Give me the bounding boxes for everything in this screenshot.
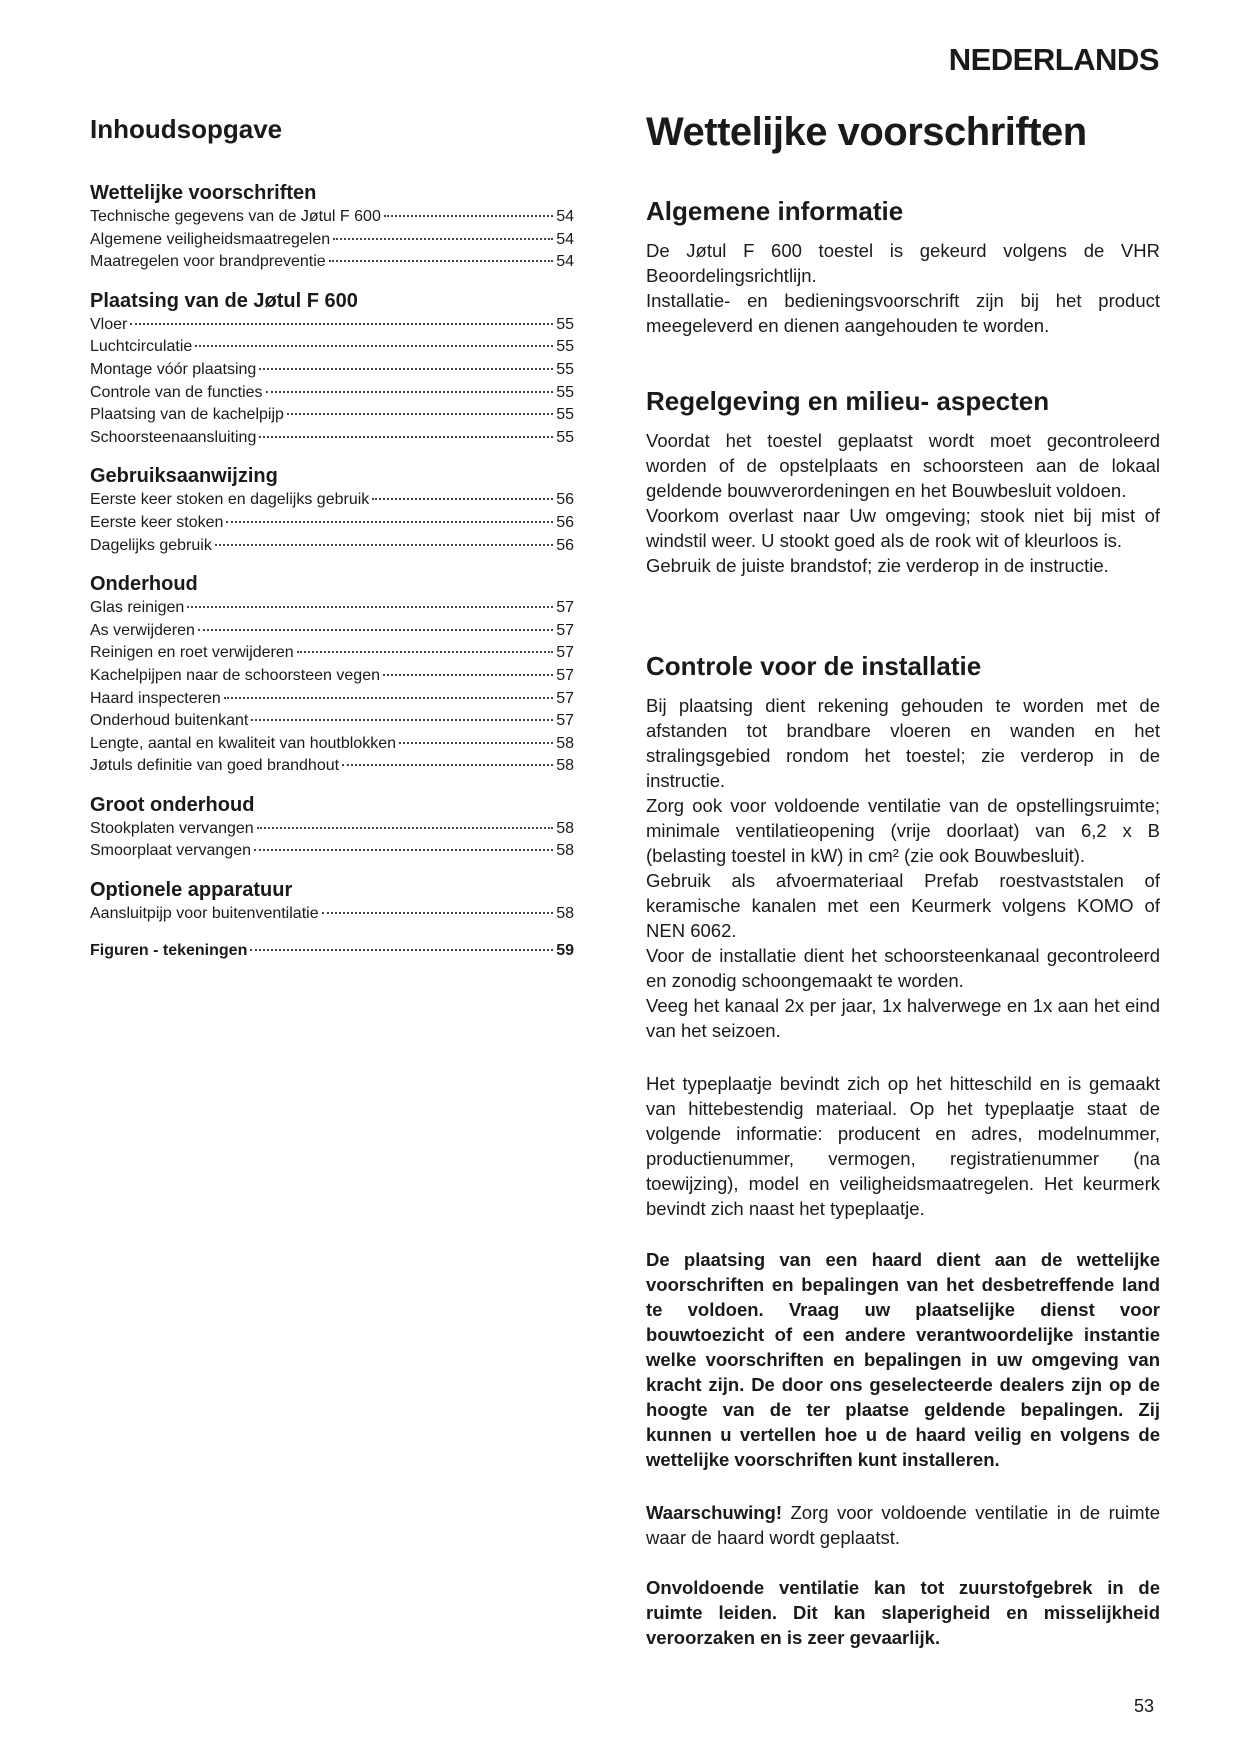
toc-section	[90, 288, 574, 450]
dot-leader	[195, 345, 553, 347]
toc-section-heading: Optionele apparatuur	[90, 879, 293, 902]
paragraph: De Jøtul F 600 toestel is gekeurd volgens de VHR Beoordelingsrichtlijn.	[646, 240, 1160, 286]
toc-entry-page: 57	[556, 599, 574, 617]
toc-entry-page: 55	[556, 383, 574, 401]
dot-leader	[266, 391, 554, 393]
dot-leader	[254, 849, 553, 851]
toc-entry-page: 58	[556, 819, 574, 837]
toc-entry	[90, 733, 574, 756]
toc-entry-label: Controle van de functies	[90, 383, 263, 401]
toc-entry-label: Jøtuls definitie van goed brandhout	[90, 757, 340, 775]
toc-entry-page: 57	[556, 666, 574, 684]
toc-entry-label: Eerste keer stoken	[90, 513, 224, 531]
toc-entry-label: Figuren - tekeningen	[90, 941, 248, 959]
dot-leader	[329, 260, 554, 262]
toc-entry-page: 59	[556, 941, 574, 959]
ventilation-warning: Onvoldoende ventilatie kan tot zuurstofgebrek in de ruimte leiden. Dit kan slaperigheid en misselijkheid veroorzaken en is zeer gevaarlijk.	[646, 1577, 1160, 1648]
toc-entry	[90, 336, 574, 359]
toc-entry	[90, 597, 574, 620]
toc-entry-label: Stookplaten vervangen	[90, 819, 254, 837]
toc-entry	[90, 665, 574, 688]
typeplaatje-paragraph: Het typeplaatje bevindt zich op het hitteschild en is gemaakt van hittebestendig materiaal. Op het typeplaatje staat de volgende informatie: producent en adres, modelnummer, productienummer, vermogen, registratienummer (na toewijzing), model en veiligheidsmaatregelen. Het keurmerk bevindt zich naast het typeplaatje.	[646, 1073, 1160, 1219]
toc-section-heading: Groot onderhoud	[90, 793, 255, 816]
toc-entry	[90, 755, 574, 778]
section-regelgeving-body	[646, 428, 1160, 578]
dot-leader	[187, 606, 553, 608]
dot-leader	[342, 764, 553, 766]
toc-entry-page: 57	[556, 689, 574, 707]
toc-entry-label: Vloer	[90, 315, 128, 333]
paragraph: Veeg het kanaal 2x per jaar, 1x halverwege en 1x aan het eind van het seizoen.	[646, 995, 1160, 1041]
toc-section	[90, 792, 574, 863]
paragraph: Zorg ook voor voldoende ventilatie van de opstellingsruimte; minimale ventilatieopening (vrije doorlaat) van 6,2 x B (belasting toestel in kW) in cm² (zie ook Bouwbesluit).	[646, 795, 1160, 866]
toc-section-heading: Plaatsing van de Jøtul F 600	[90, 289, 358, 312]
toc-entry-page: 57	[556, 644, 574, 662]
dot-leader	[226, 521, 553, 523]
warning-label: Waarschuwing!	[646, 1502, 783, 1523]
page-number: 53	[1134, 1696, 1155, 1716]
paragraph: Voordat het toestel geplaatst wordt moet gecontroleerd worden of de opstelplaats en schoorsteen aan de lokaal geldende bouwverordeningen en het Bouwbesluit voldoen.	[646, 430, 1160, 501]
dot-leader	[251, 719, 553, 721]
dot-leader	[383, 674, 553, 676]
toc-entry	[90, 489, 574, 512]
toc-section	[90, 877, 574, 926]
paragraph: Gebruik de juiste brandstof; zie verderop in de instructie.	[646, 555, 1109, 576]
dot-leader	[224, 697, 553, 699]
toc-entry	[90, 642, 574, 665]
toc-entry	[90, 427, 574, 450]
dot-leader	[372, 498, 553, 500]
toc-entry	[90, 251, 574, 274]
paragraph: Installatie- en bedieningsvoorschrift zijn bij het product meegeleverd en dienen aangehouden te worden.	[646, 290, 1160, 336]
toc-entry-page: 56	[556, 513, 574, 531]
toc-entry-page: 55	[556, 338, 574, 356]
toc-entry-page: 58	[556, 734, 574, 752]
toc-entry-label: Kachelpijpen naar de schoorsteen vegen	[90, 666, 380, 684]
toc-entry	[90, 359, 574, 382]
dot-leader	[333, 238, 553, 240]
toc-section-heading: Onderhoud	[90, 573, 198, 596]
dot-leader	[259, 436, 553, 438]
toc-entry-label: As verwijderen	[90, 621, 195, 639]
toc-section-heading: Wettelijke voorschriften	[90, 182, 317, 204]
toc-entry-page: 56	[556, 536, 574, 554]
toc-entry-label: Technische gegevens van de Jøtul F 600	[90, 208, 381, 225]
dot-leader	[259, 368, 553, 370]
toc-entry	[90, 404, 574, 427]
dot-leader	[198, 629, 553, 631]
section-heading-controle: Controle voor de installatie	[646, 651, 982, 681]
warning-paragraph	[646, 1500, 1160, 1550]
toc-entry	[90, 206, 574, 229]
paragraph: Gebruik als afvoermateriaal Prefab roestvaststalen of keramische kanalen met een Keurmerk volgens KOMO of NEN 6062.	[646, 870, 1160, 941]
toc-entry-page: 58	[556, 905, 574, 923]
dot-leader	[384, 215, 553, 217]
toc-entry-page: 55	[556, 315, 574, 333]
toc-entry-page: 55	[556, 428, 574, 446]
paragraph: Voor de installatie dient het schoorsteenkanaal gecontroleerd en zonodig schoongemaakt te worden.	[646, 945, 1160, 991]
table-of-contents	[90, 180, 574, 976]
paragraph: Bij plaatsing dient rekening gehouden te worden met de afstanden tot brandbare vloeren en wanden en het stralingsgebied rondom het toestel; zie verderop in de instructie.	[646, 695, 1160, 791]
toc-entry-page: 54	[556, 208, 574, 225]
toc-entry	[90, 688, 574, 711]
plaatsing-notice: De plaatsing van een haard dient aan de wettelijke voorschriften en bepalingen van het desbetreffende land te voldoen. Vraag uw plaatselijke dienst voor bouwtoezicht of een andere verantwoordelijke instantie welke voorschriften en bepalingen in uw omgeving van kracht zijn. De door ons geselecteerde dealers zijn op de hoogte van de ter plaatse geldende bepalingen. Zij kunnen u vertellen hoe u de haard veilig en volgens de wettelijke voorschriften kunt installeren.	[646, 1249, 1160, 1470]
section-controle-body	[646, 693, 1160, 1043]
toc-section	[90, 940, 574, 963]
section-heading-regelgeving: Regelgeving en milieu- aspecten	[646, 386, 1050, 416]
toc-title: Inhoudsopgave	[90, 114, 283, 144]
toc-entry	[90, 512, 574, 535]
toc-section	[90, 180, 574, 274]
toc-entry-label: Algemene veiligheidsmaatregelen	[90, 230, 331, 248]
section-algemene-body	[646, 238, 1160, 338]
toc-entry-label: Schoorsteenaansluiting	[90, 428, 257, 446]
toc-entry-page: 55	[556, 360, 574, 378]
warning-text: Zorg voor voldoende ventilatie in de ruimte waar de haard wordt geplaatst.	[646, 1502, 1160, 1548]
toc-entry-page: 57	[556, 621, 574, 639]
toc-entry-label: Reinigen en roet verwijderen	[90, 644, 294, 662]
toc-entry	[90, 903, 574, 926]
toc-entry	[90, 620, 574, 643]
toc-entry-page: 54	[556, 230, 574, 248]
toc-entry-page: 54	[556, 253, 574, 271]
toc-entry	[90, 382, 574, 405]
toc-entry-label: Onderhoud buitenkant	[90, 712, 249, 730]
toc-entry-page: 58	[556, 842, 574, 860]
toc-entry-label: Smoorplaat vervangen	[90, 842, 251, 860]
toc-entry-page: 56	[556, 491, 574, 509]
dot-leader	[322, 912, 554, 914]
toc-entry-label: Haard inspecteren	[90, 689, 221, 707]
toc-section	[90, 571, 574, 778]
toc-entry-label: Montage vóór plaatsing	[90, 360, 257, 378]
section-heading-algemene: Algemene informatie	[646, 196, 904, 226]
dot-leader	[257, 827, 554, 829]
dot-leader	[215, 544, 553, 546]
toc-entry-label: Plaatsing van de kachelpijp	[90, 406, 284, 424]
toc-entry-label: Eerste keer stoken en dagelijks gebruik	[90, 491, 370, 509]
toc-entry	[90, 818, 574, 841]
toc-entry-label: Glas reinigen	[90, 599, 185, 617]
toc-entry-label: Aansluitpijp voor buitenventilatie	[90, 905, 319, 923]
toc-section-heading: Gebruiksaanwijzing	[90, 465, 278, 488]
toc-entry-page: 58	[556, 757, 574, 775]
toc-entry-label: Dagelijks gebruik	[90, 536, 212, 554]
toc-section	[90, 463, 574, 557]
toc-entry	[90, 710, 574, 733]
page-title: Wettelijke voorschriften	[646, 110, 1087, 154]
toc-entry-label: Maatregelen voor brandpreventie	[90, 253, 326, 271]
language-label: NEDERLANDS	[948, 42, 1159, 77]
dot-leader	[287, 413, 553, 415]
dot-leader	[297, 651, 554, 653]
toc-entry	[90, 535, 574, 558]
toc-entry	[90, 314, 574, 337]
toc-entry-page: 57	[556, 712, 574, 730]
dot-leader	[399, 742, 553, 744]
paragraph: Voorkom overlast naar Uw omgeving; stook niet bij mist of windstil weer. U stookt goed als de rook wit of kleurloos is.	[646, 505, 1160, 551]
dot-leader	[250, 949, 553, 951]
toc-entry-label: Lengte, aantal en kwaliteit van houtblokken	[90, 734, 396, 752]
toc-entry	[90, 940, 574, 963]
toc-entry	[90, 229, 574, 252]
toc-entry-page: 55	[556, 406, 574, 424]
toc-entry	[90, 840, 574, 863]
toc-entry-label: Luchtcirculatie	[90, 338, 193, 356]
dot-leader	[130, 323, 553, 325]
